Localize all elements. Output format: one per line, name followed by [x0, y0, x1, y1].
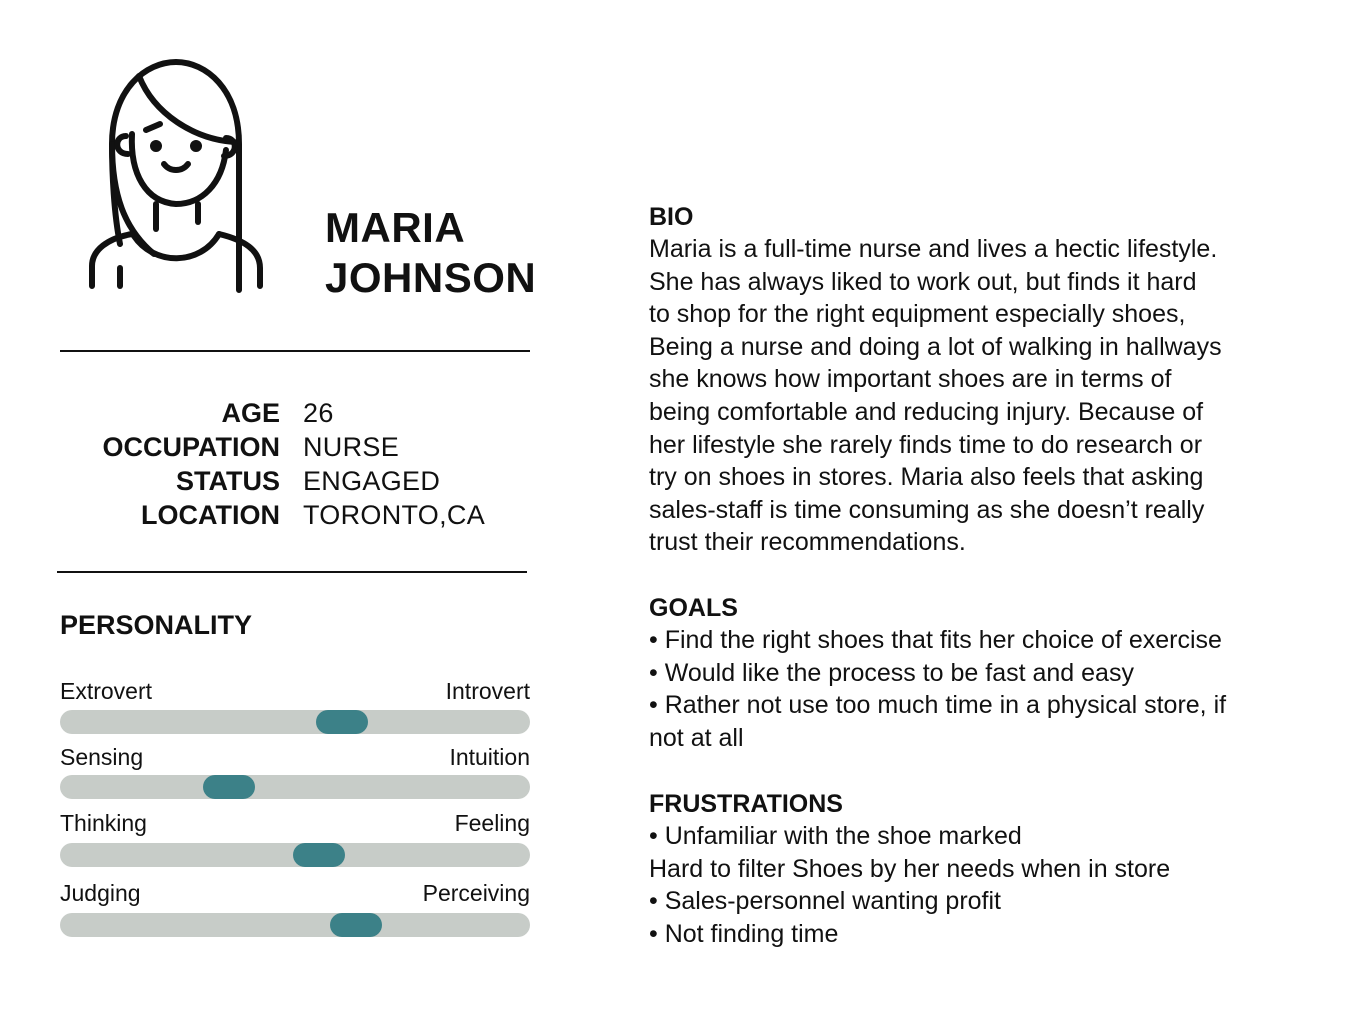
divider-bottom: [57, 571, 527, 573]
bio-line: Maria is a full-time nurse and lives a hectic lifestyle.: [649, 235, 1218, 263]
fact-label: OCCUPATION: [102, 432, 280, 462]
bio-line: trust their recommendations.: [649, 528, 966, 557]
bio-line: to shop for the right equipment especially shoes,: [649, 300, 1186, 329]
trait-right-label: Intuition: [449, 744, 530, 770]
goal-item: • Find the right shoes that fits her choice of exercise: [649, 626, 1222, 654]
woman-avatar-icon: [84, 54, 268, 298]
fact-label: STATUS: [176, 466, 280, 496]
trait-left-label: Thinking: [60, 810, 147, 836]
frustration-item: • Sales-personnel wanting profit: [649, 887, 1002, 916]
fact-label: AGE: [221, 398, 280, 428]
last-name: JOHNSON: [325, 254, 537, 301]
bio-section: [649, 201, 1299, 559]
frustrations-section: [649, 788, 1299, 950]
fact-value: 26: [303, 398, 334, 428]
trait-left-label: Extrovert: [60, 678, 153, 704]
fact-status: [60, 464, 530, 498]
trait-right-label: Perceiving: [422, 880, 530, 906]
frustration-item: • Unfamiliar with the shoe marked: [649, 822, 1022, 850]
trait-thinking-feeling: [60, 810, 530, 840]
trait-slider-track: [60, 775, 530, 799]
bio-line: being comfortable and reducing injury. Because of: [649, 397, 1204, 426]
persona-facts: [60, 396, 530, 532]
frustration-item: Hard to filter Shoes by her needs when in store: [649, 854, 1171, 883]
fact-occupation: [60, 430, 530, 464]
trait-slider-knob: [316, 710, 368, 734]
trait-slider-knob: [293, 843, 345, 867]
trait-slider-knob: [330, 913, 382, 937]
trait-slider-track: [60, 843, 530, 867]
bio-line: she knows how important shoes are in terms of: [649, 365, 1172, 394]
bio-line: She has always liked to work out, but finds it hard: [649, 267, 1197, 296]
divider-top: [60, 350, 530, 352]
goal-item: not at all: [649, 723, 744, 752]
goal-item: • Rather not use too much time in a physical store, if: [649, 691, 1227, 720]
bio-text: [649, 233, 1299, 559]
fact-location: [60, 498, 530, 532]
trait-slider-track: [60, 710, 530, 734]
first-name: MARIA: [325, 204, 466, 251]
trait-judging-perceiving: [60, 880, 530, 910]
personality-title: PERSONALITY: [60, 610, 253, 640]
fact-value: ENGAGED: [303, 466, 441, 496]
trait-left-label: Sensing: [60, 744, 144, 770]
goals-section: [649, 592, 1299, 754]
trait-right-label: Introvert: [445, 678, 530, 704]
fact-age: [60, 396, 530, 430]
bio-line: Being a nurse and doing a lot of walking in hallways: [649, 332, 1222, 361]
trait-extrovert-introvert: [60, 678, 530, 708]
trait-left-label: Judging: [60, 880, 141, 906]
goal-item: • Would like the process to be fast and easy: [649, 658, 1134, 687]
bio-line: try on shoes in stores. Maria also feels that asking: [649, 463, 1204, 492]
persona-name: [325, 203, 536, 303]
trait-slider-track: [60, 913, 530, 937]
fact-value: TORONTO,CA: [303, 500, 486, 530]
trait-right-label: Feeling: [454, 810, 530, 836]
goals-heading: GOALS: [649, 594, 738, 622]
trait-slider-knob: [203, 775, 255, 799]
fact-value: NURSE: [303, 432, 400, 462]
frustrations-heading: FRUSTRATIONS: [649, 790, 843, 818]
trait-sensing-intuition: [60, 744, 530, 774]
bio-line: sales-staff is time consuming as she doesn’t really: [649, 495, 1205, 524]
bio-heading: BIO: [649, 203, 694, 231]
fact-label: LOCATION: [141, 500, 280, 530]
bio-line: her lifestyle she rarely finds time to do research or: [649, 430, 1203, 459]
frustrations-list: [649, 820, 1299, 950]
goals-list: [649, 624, 1299, 754]
frustration-item: • Not finding time: [649, 919, 839, 948]
